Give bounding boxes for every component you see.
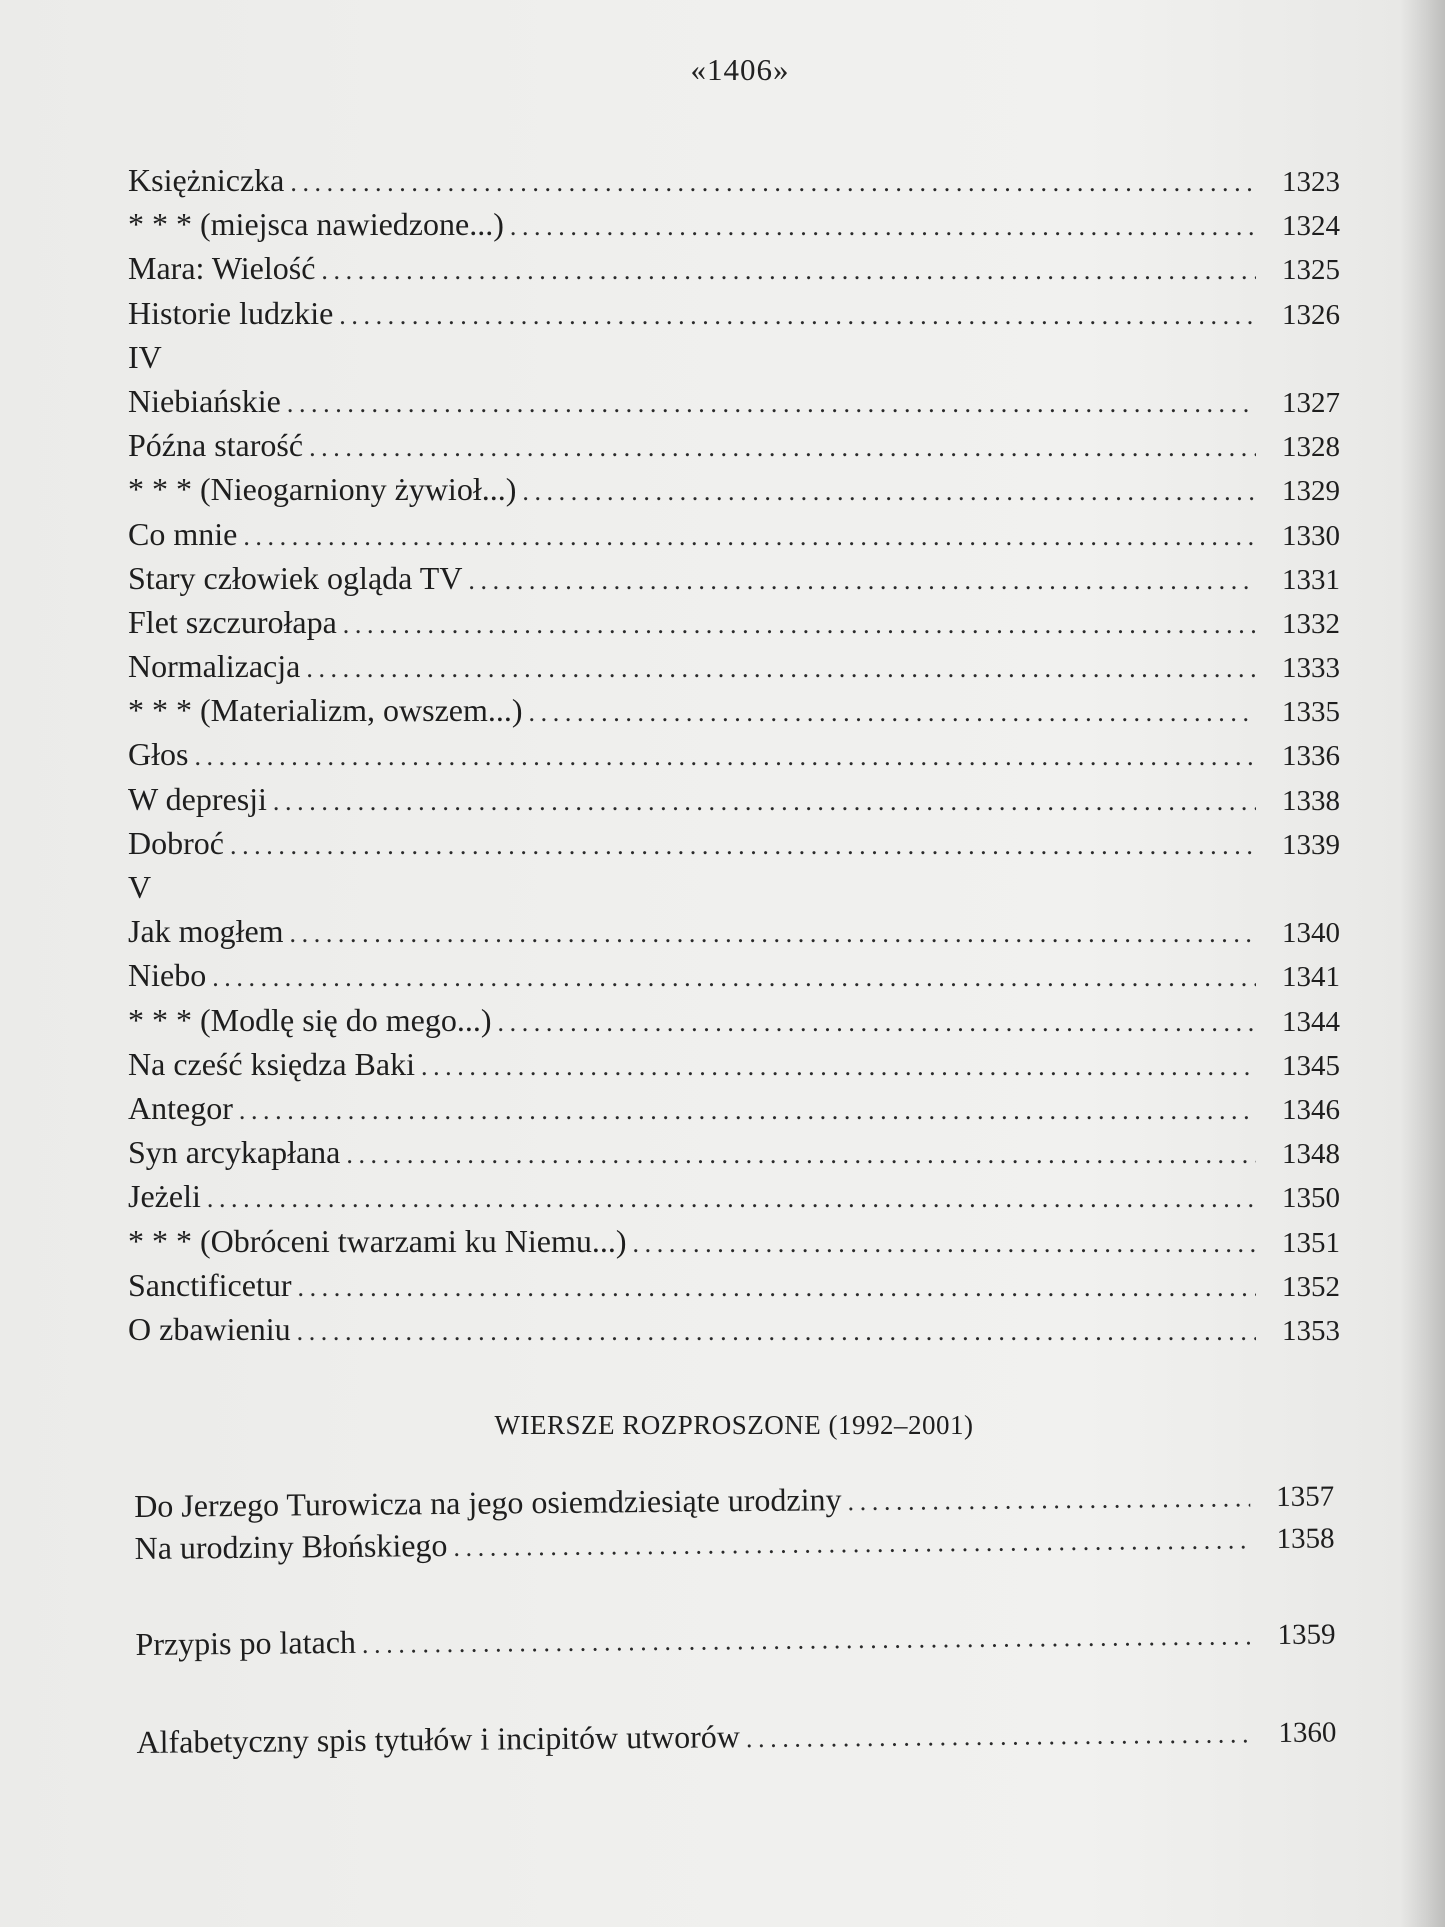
toc-leader-dots: [230, 824, 1256, 868]
toc-entry: [128, 1130, 1340, 1174]
section-heading: WIERSZE ROZPROSZONE (1992–2001): [494, 1410, 974, 1440]
toc-entry-page: 1358: [1276, 1522, 1335, 1556]
toc-leader-dots: [746, 1712, 1253, 1761]
toc-leader-dots: [321, 249, 1256, 293]
toc-entry: [128, 953, 1340, 997]
toc-part-title: V: [128, 869, 152, 905]
toc-leader-dots: [468, 559, 1256, 603]
toc-entry-title: Historie ludzkie: [128, 294, 334, 331]
toc-entry: [128, 158, 1340, 202]
toc-entry: [128, 467, 1340, 511]
toc-entry-index: [136, 1708, 1336, 1762]
toc-entry: [134, 1472, 1334, 1526]
toc-entry-title: Niebo: [128, 957, 207, 994]
toc-entry-title: Na urodziny Błońskiego: [134, 1526, 448, 1566]
toc-entry-title: Późna starość: [128, 427, 304, 464]
toc-entry: [128, 202, 1340, 246]
toc-leader-dots: [290, 161, 1256, 205]
table-of-contents: [128, 158, 1340, 1351]
toc-leader-dots: [212, 956, 1256, 1000]
toc-leader-dots: [207, 1177, 1256, 1221]
toc-entry: [128, 291, 1340, 335]
toc-entry-page: 1335: [1282, 696, 1340, 729]
toc-leader-dots: [498, 1001, 1257, 1045]
toc-entry: [128, 1307, 1340, 1351]
toc-entry-title: Mara: Wielość: [128, 250, 316, 287]
toc-entry-page: 1336: [1282, 740, 1340, 773]
toc-leader-dots: [362, 1614, 1252, 1667]
toc-entry-page: 1328: [1282, 431, 1340, 464]
toc-leader-dots: [421, 1045, 1256, 1089]
toc-leader-dots: [510, 205, 1256, 249]
toc-leader-dots: [847, 1476, 1250, 1524]
toc-entry-postscript: [135, 1610, 1335, 1664]
toc-entry-page: 1360: [1278, 1716, 1337, 1750]
toc-leader-dots: [343, 603, 1256, 647]
toc-entry-title: Normalizacja: [128, 648, 301, 685]
page-number: «1406»: [690, 52, 790, 87]
toc-entry-title: Antegor: [128, 1089, 233, 1126]
toc-entry: [128, 732, 1340, 776]
toc-entry-title: * * * (Materializm, owszem...): [128, 692, 523, 729]
toc-entry: [128, 379, 1340, 423]
toc-part-heading: [128, 335, 1340, 379]
toc-entry-title: Jak mogłem: [128, 913, 284, 950]
binding-shadow: [1400, 0, 1445, 1927]
toc-entry-page: 1330: [1282, 519, 1340, 552]
toc-entry-page: 1348: [1282, 1138, 1340, 1171]
toc-leader-dots: [633, 1222, 1256, 1266]
toc-leader-dots: [239, 1089, 1256, 1133]
toc-entry-page: 1359: [1277, 1618, 1336, 1652]
toc-entry-page: 1351: [1282, 1226, 1340, 1259]
toc-leader-dots: [346, 1133, 1256, 1177]
toc-entry-title: * * * (Modlę się do mego...): [128, 1001, 492, 1038]
toc-leader-dots: [290, 912, 1256, 956]
toc-entry-page: 1352: [1282, 1270, 1340, 1303]
toc-entry-title: * * * (miejsca nawiedzone...): [128, 206, 504, 243]
toc-entry-title: Stary człowiek ogląda TV: [128, 559, 463, 596]
toc-entry: [128, 821, 1340, 865]
toc-entry: [128, 1086, 1340, 1130]
toc-entry: [128, 512, 1340, 556]
toc-entry-title: Co mnie: [128, 515, 238, 552]
toc-entry-title: Dobroć: [128, 824, 224, 861]
toc-leader-dots: [297, 1266, 1256, 1310]
toc-entry-title: * * * (Obróceni twarzami ku Niemu...): [128, 1222, 627, 1259]
toc-entry-title: * * * (Nieogarniony żywioł...): [128, 471, 517, 508]
toc-entry-title: Alfabetyczny spis tytułów i incipitów utworów: [136, 1718, 741, 1760]
toc-entry-title: O zbawieniu: [128, 1310, 291, 1347]
toc-entry-page: 1350: [1282, 1182, 1340, 1215]
toc-entry-title: Przypis po latach: [135, 1623, 357, 1662]
toc-entry-page: 1346: [1282, 1093, 1340, 1126]
toc-entry: [128, 1174, 1340, 1218]
toc-entry-page: 1353: [1282, 1314, 1340, 1347]
toc-entry-title: Księżniczka: [128, 162, 285, 198]
toc-entry-page: 1323: [1282, 166, 1340, 198]
toc-entry-page: 1327: [1282, 386, 1340, 419]
toc-entry: [128, 600, 1340, 644]
toc-tail: [134, 1472, 1337, 1762]
toc-leader-dots: [306, 647, 1256, 691]
toc-entry-page: 1324: [1282, 210, 1340, 243]
toc-entry-title: Na cześć księdza Baki: [128, 1045, 415, 1082]
toc-entry: [128, 998, 1340, 1042]
toc-entry-page: 1325: [1282, 254, 1340, 287]
toc-entry-title: Do Jerzego Turowicza na jego osiemdziesiąte urodziny: [134, 1481, 842, 1524]
toc-leader-dots: [309, 426, 1256, 470]
toc-entry: [128, 246, 1340, 290]
toc-entry-page: 1326: [1282, 298, 1340, 331]
toc-entry-page: 1332: [1282, 607, 1340, 640]
toc-leader-dots: [339, 294, 1256, 338]
toc-entry-page: 1344: [1282, 1005, 1340, 1038]
toc-leader-dots: [194, 735, 1256, 779]
toc-entry-page: 1329: [1282, 475, 1340, 508]
toc-leader-dots: [529, 691, 1256, 735]
toc-entry-title: Syn arcykapłana: [128, 1134, 341, 1171]
toc-entry: [128, 777, 1340, 821]
toc-entry: [128, 423, 1340, 467]
toc-entry: [128, 556, 1340, 600]
toc-entry-title: Flet szczurołapa: [128, 603, 337, 640]
toc-part-title: IV: [128, 338, 162, 375]
toc-entry: [128, 1219, 1340, 1263]
toc-entry: [128, 909, 1340, 953]
toc-part-heading: [128, 865, 1340, 909]
toc-entry: [128, 1263, 1340, 1307]
toc-leader-dots: [453, 1518, 1251, 1570]
toc-entry-title: Głos: [128, 736, 189, 773]
toc-entry-page: 1338: [1282, 784, 1340, 817]
toc-entry-page: 1331: [1282, 563, 1340, 596]
toc-leader-dots: [287, 382, 1256, 426]
toc-leader-dots: [273, 780, 1256, 824]
toc-leader-dots: [522, 470, 1256, 514]
toc-leader-dots: [243, 515, 1256, 559]
toc-entry-page: 1333: [1282, 652, 1340, 685]
toc-entry-page: 1341: [1282, 961, 1340, 994]
toc-entry-title: Jeżeli: [128, 1178, 201, 1215]
toc-entry-title: Sanctificetur: [128, 1266, 292, 1303]
toc-entry-title: Niebiańskie: [128, 382, 281, 419]
toc-leader-dots: [297, 1310, 1256, 1354]
toc-entry: [128, 1042, 1340, 1086]
toc-entry-page: 1340: [1282, 917, 1340, 950]
toc-entry-page: 1339: [1282, 828, 1340, 861]
toc-entry: [128, 644, 1340, 688]
toc-entry-page: 1357: [1276, 1480, 1335, 1514]
toc-entry-title: W depresji: [128, 780, 267, 817]
toc-entry: [128, 688, 1340, 732]
toc-entry-page: 1345: [1282, 1049, 1340, 1082]
